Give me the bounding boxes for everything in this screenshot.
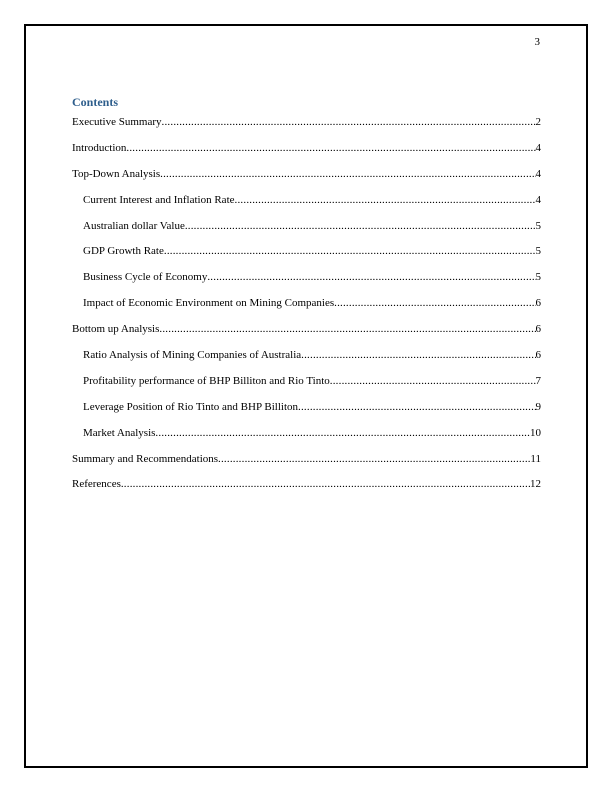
toc-dot-leader bbox=[162, 115, 536, 130]
toc-entry-page: 6 bbox=[535, 323, 541, 336]
toc-entry-australian-dollar-value[interactable] bbox=[72, 219, 541, 245]
toc-dot-leader bbox=[155, 426, 530, 441]
toc-entry-title: Australian dollar Value bbox=[83, 219, 185, 232]
toc-dot-leader bbox=[334, 296, 535, 311]
toc-entry-title: Market Analysis bbox=[83, 426, 156, 439]
toc-entry-title: Ratio Analysis of Mining Companies of Australia bbox=[83, 349, 302, 362]
toc-entry-market-analysis[interactable] bbox=[72, 426, 541, 452]
toc-heading: Contents bbox=[72, 95, 119, 109]
toc-dot-leader bbox=[185, 219, 536, 234]
toc-entry-page: 9 bbox=[535, 400, 541, 413]
toc-entry-title: Top-Down Analysis bbox=[72, 167, 161, 180]
toc-entry-title: Impact of Economic Environment on Mining Companies bbox=[83, 297, 335, 310]
toc-entry-page: 5 bbox=[535, 219, 541, 232]
toc-entry-business-cycle[interactable] bbox=[72, 270, 541, 296]
toc-entry-ratio-analysis[interactable] bbox=[72, 348, 541, 374]
toc-entry-page: 4 bbox=[535, 141, 541, 154]
toc-entry-profitability-performance[interactable] bbox=[72, 374, 541, 400]
toc-entry-title: References bbox=[72, 478, 121, 491]
table-of-contents bbox=[72, 115, 541, 503]
toc-entry-bottom-up-analysis[interactable] bbox=[72, 322, 541, 348]
toc-dot-leader bbox=[330, 374, 536, 389]
page-number: 3 bbox=[534, 36, 540, 48]
toc-entry-current-interest-inflation[interactable] bbox=[72, 193, 541, 219]
toc-entry-title: GDP Growth Rate bbox=[83, 245, 164, 258]
toc-entry-title: Leverage Position of Rio Tinto and BHP Billiton bbox=[83, 400, 299, 413]
toc-entry-top-down-analysis[interactable] bbox=[72, 167, 541, 193]
toc-entry-page: 4 bbox=[535, 193, 541, 206]
toc-entry-page: 7 bbox=[535, 374, 541, 387]
toc-entry-summary-recommendations[interactable] bbox=[72, 452, 541, 478]
toc-entry-title: Summary and Recommendations bbox=[72, 452, 219, 465]
toc-entry-title: Profitability performance of BHP Billiton and Rio Tinto bbox=[83, 374, 330, 387]
toc-dot-leader bbox=[207, 270, 535, 285]
toc-entry-page: 5 bbox=[535, 245, 541, 258]
toc-entry-page: 4 bbox=[535, 167, 541, 180]
toc-dot-leader bbox=[218, 452, 530, 467]
toc-entry-page: 2 bbox=[535, 116, 541, 128]
toc-dot-leader bbox=[301, 348, 535, 363]
toc-entry-title: Current Interest and Inflation Rate bbox=[83, 193, 235, 206]
toc-entry-page: 10 bbox=[530, 426, 541, 439]
toc-entry-page: 5 bbox=[535, 271, 541, 284]
toc-entry-page: 11 bbox=[530, 452, 541, 465]
toc-entry-references[interactable] bbox=[72, 477, 541, 503]
toc-entry-title: Bottom up Analysis bbox=[72, 323, 160, 336]
toc-dot-leader bbox=[235, 193, 536, 208]
toc-dot-leader bbox=[126, 141, 535, 156]
toc-entry-impact-economic-environment[interactable] bbox=[72, 296, 541, 322]
toc-entry-page: 12 bbox=[530, 478, 541, 491]
toc-entry-title: Introduction bbox=[72, 141, 127, 154]
toc-entry-title: Business Cycle of Economy bbox=[83, 271, 208, 284]
toc-dot-leader bbox=[121, 477, 530, 492]
toc-entry-page: 6 bbox=[535, 349, 541, 362]
toc-entry-page: 6 bbox=[535, 297, 541, 310]
toc-dot-leader bbox=[160, 167, 535, 182]
toc-entry-title: Executive Summary bbox=[72, 116, 162, 128]
toc-entry-executive-summary[interactable] bbox=[72, 115, 541, 141]
toc-entry-leverage-position[interactable] bbox=[72, 400, 541, 426]
toc-dot-leader bbox=[164, 244, 536, 259]
toc-dot-leader bbox=[159, 322, 535, 337]
toc-entry-gdp-growth-rate[interactable] bbox=[72, 244, 541, 270]
toc-entry-introduction[interactable] bbox=[72, 141, 541, 167]
toc-dot-leader bbox=[298, 400, 535, 415]
